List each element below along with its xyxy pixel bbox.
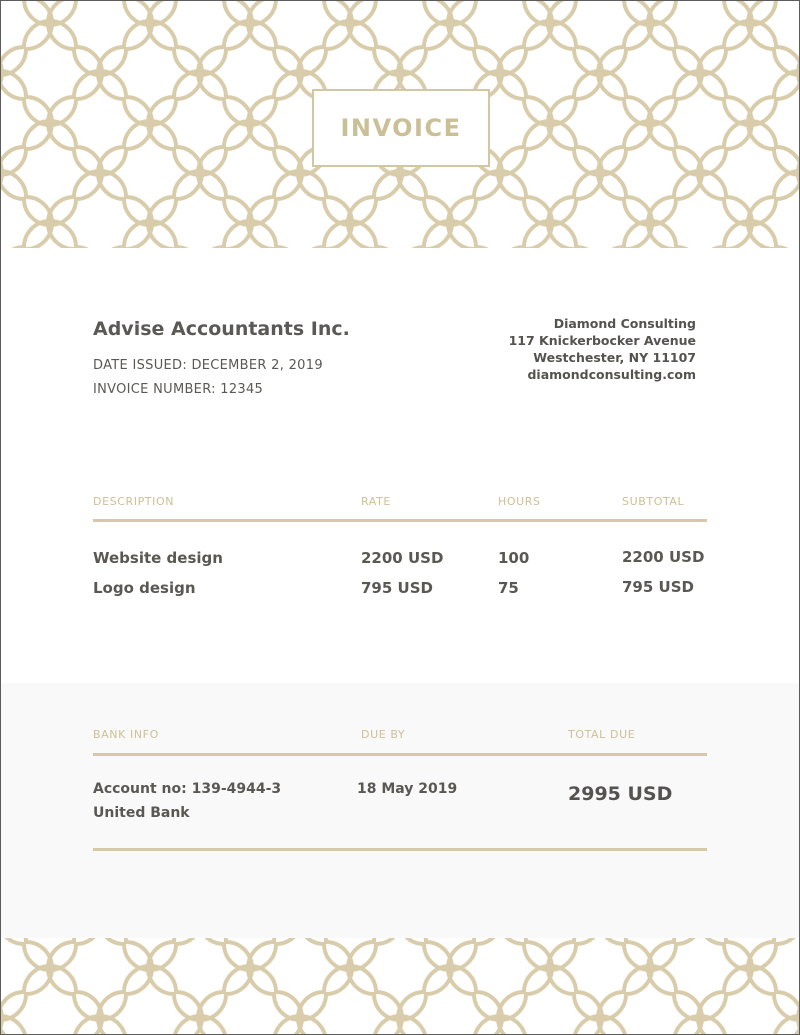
row-hours: 100 (498, 549, 530, 567)
company-city: Westchester, NY 11107 (533, 350, 696, 365)
summary-header-divider (93, 753, 707, 756)
quatrefoil-shape (0, 0, 2, 25)
invoice-number: INVOICE NUMBER: 12345 (93, 382, 264, 397)
due-date: 18 May 2019 (357, 781, 458, 797)
quatrefoil-shape (0, 221, 2, 248)
invoice-title: INVOICE (340, 114, 462, 142)
column-header-rate: RATE (361, 495, 391, 508)
column-header-subtotal: SUBTOTAL (622, 495, 685, 508)
lattice-pattern (0, 938, 800, 1035)
table-header-divider (93, 519, 707, 522)
row-description: Website design (93, 549, 223, 567)
row-rate: 795 USD (361, 579, 433, 597)
invoice-title-box (312, 89, 490, 167)
bank-account-number: Account no: 139-4944-3 (93, 781, 282, 797)
quatrefoil-shape (0, 938, 2, 970)
row-subtotal: 2200 USD (622, 548, 705, 566)
row-rate: 2200 USD (361, 549, 444, 567)
label-due-by: DUE BY (361, 728, 406, 741)
company-address-block (509, 315, 696, 383)
decorative-pattern-bottom (0, 938, 800, 1035)
date-issued: DATE ISSUED: DECEMBER 2, 2019 (93, 358, 323, 373)
column-header-description: DESCRIPTION (93, 495, 175, 508)
label-bank-info: BANK INFO (93, 728, 159, 741)
row-hours: 75 (498, 579, 519, 597)
quatrefoil-shape (0, 1016, 52, 1035)
row-description: Logo design (93, 579, 196, 597)
column-header-hours: HOURS (498, 495, 541, 508)
summary-bottom-divider (93, 848, 707, 851)
company-website[interactable]: diamondconsulting.com (527, 367, 696, 382)
client-name: Advise Accountants Inc. (93, 318, 350, 340)
row-subtotal: 795 USD (622, 578, 694, 596)
total-due-amount: 2995 USD (568, 783, 673, 805)
bank-name: United Bank (93, 805, 190, 821)
quatrefoil-shape (748, 1016, 800, 1035)
label-total-due: TOTAL DUE (568, 728, 636, 741)
company-name: Diamond Consulting (553, 316, 696, 331)
company-street: 117 Knickerbocker Avenue (508, 333, 696, 348)
